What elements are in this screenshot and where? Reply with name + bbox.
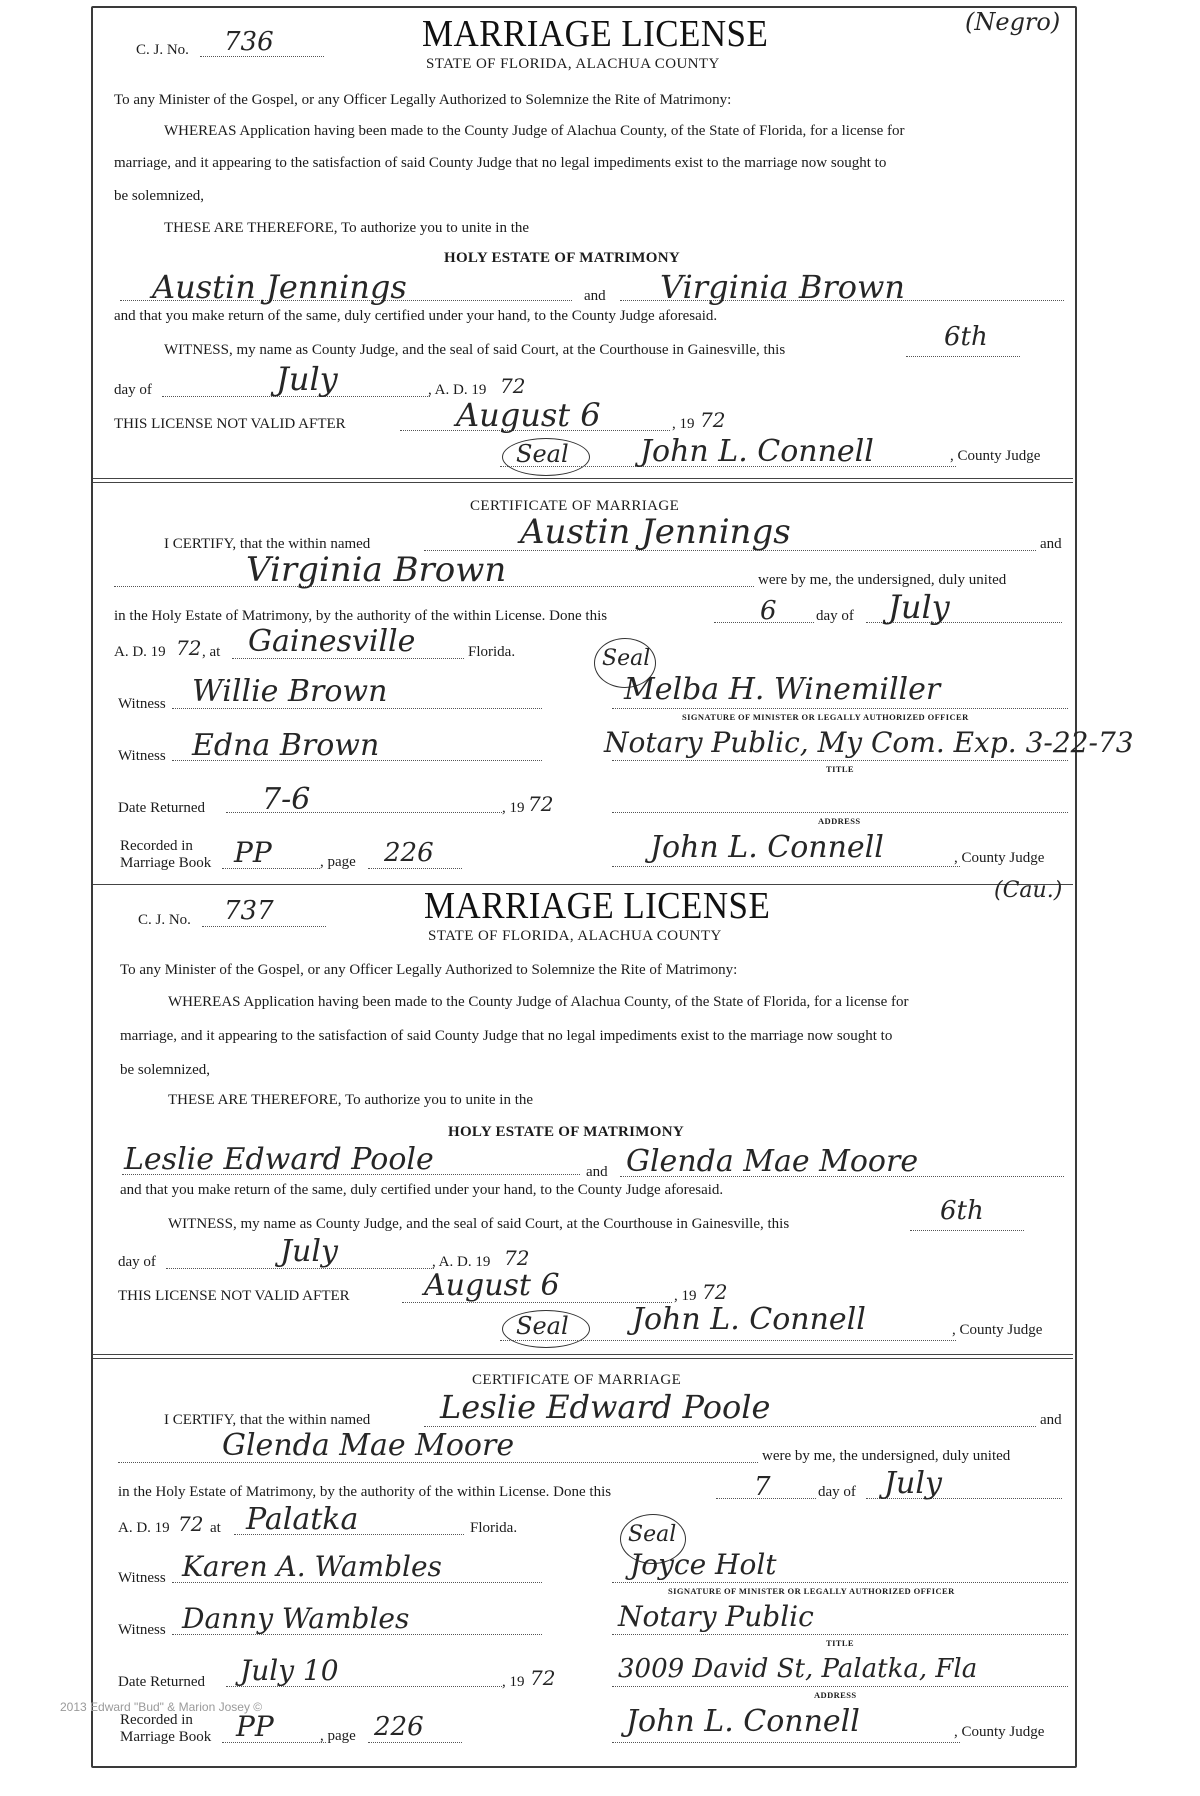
place: Gainesville (248, 624, 416, 659)
cert-and-label: and (1040, 536, 1062, 552)
whereas-line-2: marriage, and it appearing to the satisfaction of said County Judge that no legal impediments exist to the marriage now sought to (120, 1028, 893, 1044)
book: PP (236, 1710, 274, 1743)
united-label: were by me, the undersigned, duly united (758, 572, 1007, 588)
united-label: were by me, the undersigned, duly united (762, 1448, 1011, 1464)
date-returned: July 10 (240, 1654, 339, 1687)
witness-1-name: Karen A. Wambles (182, 1550, 442, 1583)
certify-label: I CERTIFY, that the within named (164, 1412, 371, 1428)
witness-2-name: Danny Wambles (182, 1602, 410, 1635)
done-month: July (884, 1466, 942, 1501)
whereas-line-3: be solemnized, (114, 188, 204, 204)
witness-line: WITNESS, my name as County Judge, and the seal of said Court, at the Courthouse in Gainesville, this (168, 1216, 790, 1232)
and-label: and (586, 1164, 608, 1180)
seal-text: Seal (516, 1312, 569, 1340)
not-valid-year-label: , 19 (672, 416, 695, 432)
cert-county-judge-label: , County Judge (954, 850, 1045, 866)
officer-caption: SIGNATURE OF MINISTER OR LEGALLY AUTHORIZED OFFICER (668, 1586, 955, 1596)
date-returned: 7-6 (262, 782, 311, 817)
license-subtitle: STATE OF FLORIDA, ALACHUA COUNTY (428, 928, 722, 944)
returned-year: 72 (530, 1666, 556, 1690)
witness-1-label: Witness (118, 1570, 166, 1586)
bride-name: Glenda Mae Moore (626, 1144, 919, 1179)
page-label: , page (320, 1728, 356, 1744)
cert-seal-text: Seal (602, 646, 651, 671)
cert-bride-name: Virginia Brown (246, 550, 507, 590)
cert-at-label: at (210, 1520, 221, 1536)
race-note: (Cau.) (994, 878, 1063, 903)
officer-signature: Joyce Holt (630, 1548, 777, 1581)
day-of-label: day of (118, 1254, 156, 1270)
place: Palatka (246, 1502, 359, 1537)
holy-estate-heading: HOLY ESTATE OF MATRIMONY (448, 1124, 684, 1140)
certify-label: I CERTIFY, that the within named (164, 536, 371, 552)
bride-name: Virginia Brown (660, 268, 905, 306)
cj-number-label: C. J. No. (138, 912, 191, 928)
holy-estate-line: in the Holy Estate of Matrimony, by the authority of the within License. Done this (114, 608, 608, 624)
whereas-line-2: marriage, and it appearing to the satisfaction of said County Judge that no legal impediments exist to the marriage now sought to (114, 155, 887, 171)
title-caption: TITLE (826, 764, 854, 774)
marriage-book-label: Marriage Book (120, 855, 212, 871)
witness-1-name: Willie Brown (192, 674, 388, 709)
cert-county-judge-label: , County Judge (954, 1724, 1045, 1740)
certificate-heading: CERTIFICATE OF MARRIAGE (472, 1372, 682, 1388)
witness-1-label: Witness (118, 696, 166, 712)
race-note: (Negro) (965, 8, 1061, 36)
holy-estate-line: in the Holy Estate of Matrimony, by the authority of the within License. Done this (118, 1484, 612, 1500)
cj-number-label: C. J. No. (136, 42, 189, 58)
therefore-line: THESE ARE THEREFORE, To authorize you to unite in the (168, 1092, 534, 1108)
witness-2-label: Witness (118, 1622, 166, 1638)
cert-ad-label: A. D. 19 (114, 644, 166, 660)
year: 72 (504, 1246, 530, 1270)
county-judge-label: , County Judge (952, 1322, 1043, 1338)
county-judge-label: , County Judge (950, 448, 1041, 464)
whereas-line-3: be solemnized, (120, 1062, 210, 1078)
cert-day-of-label: day of (816, 608, 854, 624)
section-divider (93, 478, 1073, 483)
copyright-watermark: 2013 Edward "Bud" & Marion Josey © (60, 1700, 263, 1714)
ad-label: , A. D. 19 (432, 1254, 491, 1270)
date-returned-label: Date Returned (118, 800, 206, 816)
return-line: and that you make return of the same, duly certified under your hand, to the County Judge aforesaid. (120, 1182, 724, 1198)
not-valid-date: August 6 (424, 1268, 560, 1303)
not-valid-year-label: , 19 (674, 1288, 697, 1304)
day-of-label: day of (114, 382, 152, 398)
cert-judge-signature: John L. Connell (650, 830, 884, 865)
judge-signature: John L. Connell (640, 434, 874, 469)
license-title: MARRIAGE LICENSE (422, 13, 769, 55)
officer-signature: Melba H. Winemiller (624, 672, 941, 707)
witness-line: WITNESS, my name as County Judge, and the seal of said Court, at the Courthouse in Gainesville, this (164, 342, 786, 358)
and-label: and (584, 288, 606, 304)
cert-groom-name: Leslie Edward Poole (440, 1388, 771, 1426)
not-valid-year: 72 (700, 408, 726, 432)
page-number: 226 (384, 838, 434, 868)
holy-estate-heading: HOLY ESTATE OF MATRIMONY (444, 250, 680, 266)
groom-name: Austin Jennings (152, 268, 407, 306)
license-subtitle: STATE OF FLORIDA, ALACHUA COUNTY (426, 56, 720, 72)
florida-label: Florida. (468, 644, 516, 660)
not-valid-year: 72 (702, 1280, 728, 1304)
recorded-in-label: Recorded in (120, 1712, 193, 1728)
groom-name: Leslie Edward Poole (124, 1142, 434, 1177)
done-day: 6 (760, 596, 777, 626)
marriage-book-label: Marriage Book (120, 1729, 212, 1745)
officer-address: 3009 David St, Palatka, Fla (618, 1654, 978, 1684)
not-valid-label: THIS LICENSE NOT VALID AFTER (118, 1288, 350, 1304)
done-month: July (888, 588, 950, 626)
witness-2-name: Edna Brown (192, 728, 380, 763)
cert-bride-name: Glenda Mae Moore (222, 1428, 515, 1463)
whereas-line-1: WHEREAS Application having been made to the County Judge of Alachua County, of the State of Florida, for a license for (168, 994, 909, 1010)
address-line: To any Minister of the Gospel, or any Officer Legally Authorized to Solemnize the Rite of Matrimony: (114, 92, 732, 108)
return-line: and that you make return of the same, duly certified under your hand, to the County Judge aforesaid. (114, 308, 718, 324)
section-divider (93, 1354, 1073, 1359)
whereas-line-1: WHEREAS Application having been made to the County Judge of Alachua County, of the State of Florida, for a license for (164, 123, 905, 139)
cert-day-of-label: day of (818, 1484, 856, 1500)
officer-caption: SIGNATURE OF MINISTER OR LEGALLY AUTHORIZED OFFICER (682, 712, 969, 722)
cert-at-label: , at (202, 644, 221, 660)
address-line: To any Minister of the Gospel, or any Officer Legally Authorized to Solemnize the Rite of Matrimony: (120, 962, 738, 978)
done-day: 7 (754, 1472, 771, 1502)
title-caption: TITLE (826, 1638, 854, 1648)
florida-label: Florida. (470, 1520, 518, 1536)
date-returned-label: Date Returned (118, 1674, 206, 1690)
cert-year: 72 (178, 1512, 204, 1536)
witness-day: 6th (944, 322, 988, 352)
license-title: MARRIAGE LICENSE (424, 885, 771, 927)
returned-year: 72 (528, 792, 554, 816)
month: July (280, 1234, 338, 1269)
ad-label: , A. D. 19 (428, 382, 487, 398)
seal-text: Seal (516, 440, 569, 468)
officer-title: Notary Public, My Com. Exp. 3-22-73 (604, 726, 1134, 759)
month: July (276, 360, 338, 398)
cj-number: 736 (224, 27, 274, 57)
not-valid-label: THIS LICENSE NOT VALID AFTER (114, 416, 346, 432)
cert-judge-signature: John L. Connell (626, 1704, 860, 1739)
cert-seal-text: Seal (628, 1522, 677, 1547)
certificate-heading: CERTIFICATE OF MARRIAGE (470, 498, 680, 514)
witness-2-label: Witness (118, 748, 166, 764)
officer-title: Notary Public (618, 1600, 814, 1633)
year: 72 (500, 374, 526, 398)
cert-year: 72 (176, 636, 202, 660)
returned-year-label: , 19 (502, 800, 525, 816)
recorded-in-label: Recorded in (120, 838, 193, 854)
page-number: 226 (374, 1712, 424, 1742)
address-caption: ADDRESS (814, 1690, 857, 1700)
judge-signature: John L. Connell (632, 1302, 866, 1337)
therefore-line: THESE ARE THEREFORE, To authorize you to unite in the (164, 220, 530, 236)
witness-day: 6th (940, 1196, 984, 1226)
not-valid-date: August 6 (456, 396, 601, 434)
book: PP (234, 836, 272, 869)
cert-ad-label: A. D. 19 (118, 1520, 170, 1536)
cj-number: 737 (224, 896, 274, 926)
cert-groom-name: Austin Jennings (520, 512, 791, 552)
returned-year-label: , 19 (502, 1674, 525, 1690)
address-caption: ADDRESS (818, 816, 861, 826)
page-label: , page (320, 854, 356, 870)
cert-and-label: and (1040, 1412, 1062, 1428)
